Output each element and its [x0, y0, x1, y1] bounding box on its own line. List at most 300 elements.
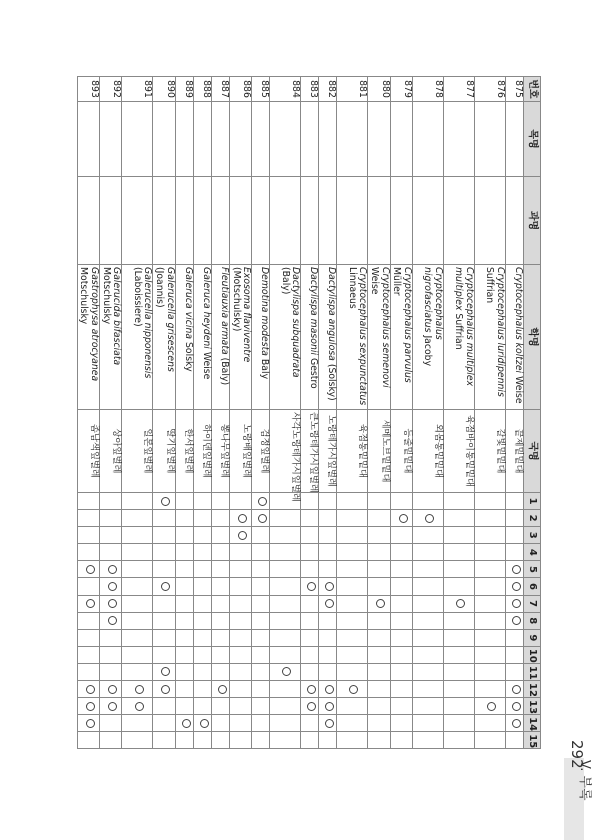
site-cell-7 [153, 595, 175, 612]
site-cell-4 [444, 544, 475, 561]
row-number: 888 [193, 77, 211, 102]
site-cell-15 [229, 732, 251, 749]
scientific-name: Cryptocephalus multiplex multiplex [453, 267, 475, 387]
site-cell-2 [100, 510, 122, 527]
table-row [319, 77, 337, 749]
table-row [506, 77, 524, 749]
scientific-name-cell [229, 265, 251, 410]
site-cell-10 [175, 646, 193, 663]
presence-mark [161, 497, 170, 506]
site-cell-5 [100, 561, 122, 578]
scientific-name-cell [252, 265, 270, 410]
author-name: Weise [368, 267, 380, 295]
site-cell-10 [319, 646, 337, 663]
column-header: 14 [524, 715, 541, 732]
table-row [252, 77, 270, 749]
site-cell-3 [368, 527, 390, 544]
site-cell-10 [368, 646, 390, 663]
site-cell-1 [122, 493, 153, 510]
site-cell-3 [475, 527, 506, 544]
presence-mark [307, 582, 316, 591]
author-name: Suffrian [453, 310, 465, 350]
site-cell-5 [368, 561, 390, 578]
site-cell-15 [301, 732, 319, 749]
presence-mark [108, 565, 117, 574]
table-body [77, 77, 523, 749]
row-number: 875 [506, 77, 524, 102]
site-cell-10 [506, 646, 524, 663]
site-cell-15 [270, 732, 301, 749]
site-cell-7 [444, 595, 475, 612]
presence-mark [325, 685, 334, 694]
presence-mark [456, 599, 465, 608]
scientific-name: Exosoma flaviventre [241, 267, 253, 363]
korean-name-cell: 갈빛밑밑대 [475, 410, 506, 493]
family-cell [100, 177, 122, 265]
site-cell-4 [229, 544, 251, 561]
site-cell-4 [153, 544, 175, 561]
site-cell-5 [390, 561, 412, 578]
site-cell-12 [390, 681, 412, 698]
table-row [413, 77, 444, 749]
korean-name-cell: 육점바이통밑밑대 [444, 410, 475, 493]
site-cell-8 [175, 612, 193, 629]
site-cell-14 [211, 715, 229, 732]
scientific-name-cell [301, 265, 319, 410]
site-cell-6 [211, 578, 229, 595]
site-cell-11 [211, 663, 229, 680]
site-cell-14 [319, 715, 337, 732]
order-cell [252, 102, 270, 177]
table-row [211, 77, 229, 749]
column-header: 10 [524, 646, 541, 663]
site-cell-3 [211, 527, 229, 544]
presence-mark [86, 565, 95, 574]
scientific-name-cell [444, 265, 475, 410]
site-cell-4 [175, 544, 193, 561]
site-cell-7 [252, 595, 270, 612]
site-cell-6 [175, 578, 193, 595]
site-cell-7 [77, 595, 99, 612]
row-number: 893 [77, 77, 99, 102]
site-cell-10 [270, 646, 301, 663]
table-row [229, 77, 251, 749]
family-cell [319, 177, 337, 265]
presence-mark [487, 702, 496, 711]
site-cell-1 [475, 493, 506, 510]
scientific-name: Dactylispa subquadrata [290, 267, 302, 378]
site-cell-14 [77, 715, 99, 732]
site-cell-6 [100, 578, 122, 595]
site-cell-3 [77, 527, 99, 544]
site-cell-15 [413, 732, 444, 749]
site-cell-9 [319, 629, 337, 646]
site-cell-1 [319, 493, 337, 510]
site-cell-14 [193, 715, 211, 732]
author-name: Weise [200, 348, 212, 380]
site-cell-14 [475, 715, 506, 732]
author-name: Weise [513, 373, 524, 404]
site-cell-2 [444, 510, 475, 527]
order-cell [77, 102, 99, 177]
site-cell-1 [337, 493, 368, 510]
site-cell-7 [175, 595, 193, 612]
column-header: 11 [524, 663, 541, 680]
site-cell-3 [175, 527, 193, 544]
site-cell-8 [301, 612, 319, 629]
site-cell-6 [337, 578, 368, 595]
site-cell-13 [252, 698, 270, 715]
site-cell-3 [193, 527, 211, 544]
section-header: V. 부록 [577, 760, 592, 801]
family-cell [122, 177, 153, 265]
site-cell-11 [153, 663, 175, 680]
site-cell-8 [390, 612, 412, 629]
presence-mark [86, 685, 95, 694]
family-cell [270, 177, 301, 265]
site-cell-12 [444, 681, 475, 698]
site-cell-5 [506, 561, 524, 578]
order-cell [100, 102, 122, 177]
korean-name-cell: 뽕나무잎벌레 [211, 410, 229, 493]
table-row [77, 77, 99, 749]
site-cell-1 [390, 493, 412, 510]
site-cell-9 [229, 629, 251, 646]
site-cell-15 [337, 732, 368, 749]
site-cell-13 [100, 698, 122, 715]
site-cell-7 [390, 595, 412, 612]
site-cell-11 [77, 663, 99, 680]
row-number: 882 [319, 77, 337, 102]
presence-mark [108, 582, 117, 591]
site-cell-13 [368, 698, 390, 715]
site-cell-8 [270, 612, 301, 629]
site-cell-6 [368, 578, 390, 595]
site-cell-10 [390, 646, 412, 663]
column-header: 15 [524, 732, 541, 749]
site-cell-2 [337, 510, 368, 527]
korean-name-cell: 한서잎벌레 [175, 410, 193, 493]
site-cell-14 [301, 715, 319, 732]
site-cell-11 [100, 663, 122, 680]
site-cell-1 [368, 493, 390, 510]
scientific-name-cell [270, 265, 301, 410]
site-cell-5 [337, 561, 368, 578]
site-cell-10 [211, 646, 229, 663]
author-name: Motschulsky [78, 267, 90, 325]
site-cell-7 [368, 595, 390, 612]
order-cell [270, 102, 301, 177]
presence-mark [86, 719, 95, 728]
site-cell-1 [229, 493, 251, 510]
site-cell-11 [368, 663, 390, 680]
site-cell-1 [506, 493, 524, 510]
korean-name-cell: 딸기잎벌레 [153, 410, 175, 493]
site-cell-8 [475, 612, 506, 629]
site-cell-13 [229, 698, 251, 715]
site-cell-3 [100, 527, 122, 544]
site-cell-3 [153, 527, 175, 544]
column-header: 6 [524, 578, 541, 595]
site-cell-13 [337, 698, 368, 715]
scientific-name-cell [122, 265, 153, 410]
row-number: 881 [337, 77, 368, 102]
site-cell-5 [475, 561, 506, 578]
scientific-name: Galeruca heydeni [200, 267, 212, 349]
site-cell-9 [100, 629, 122, 646]
presence-mark [135, 702, 144, 711]
family-cell [475, 177, 506, 265]
site-cell-11 [506, 663, 524, 680]
site-cell-10 [475, 646, 506, 663]
site-cell-12 [77, 681, 99, 698]
site-cell-9 [301, 629, 319, 646]
scientific-name: Cryptocephalus nigrofasciatus [422, 267, 444, 340]
row-number: 887 [211, 77, 229, 102]
site-cell-10 [77, 646, 99, 663]
column-header: 국명 [524, 410, 541, 493]
korean-name-cell: 세메노브밑밑대 [368, 410, 390, 493]
site-cell-9 [444, 629, 475, 646]
scientific-name-cell [506, 265, 524, 410]
column-header: 과명 [524, 177, 541, 265]
site-cell-14 [368, 715, 390, 732]
site-cell-5 [444, 561, 475, 578]
site-cell-4 [506, 544, 524, 561]
site-cell-4 [368, 544, 390, 561]
site-cell-2 [252, 510, 270, 527]
site-cell-9 [413, 629, 444, 646]
site-cell-12 [506, 681, 524, 698]
site-cell-10 [122, 646, 153, 663]
column-header: 13 [524, 698, 541, 715]
author-name: Müller [391, 267, 403, 296]
site-cell-4 [193, 544, 211, 561]
site-cell-8 [506, 612, 524, 629]
site-cell-8 [77, 612, 99, 629]
scientific-name-cell [475, 265, 506, 410]
site-cell-4 [319, 544, 337, 561]
author-name: Motschulsky [100, 267, 112, 325]
table-row [153, 77, 175, 749]
site-cell-14 [390, 715, 412, 732]
site-cell-11 [444, 663, 475, 680]
site-cell-4 [390, 544, 412, 561]
site-cell-8 [368, 612, 390, 629]
site-cell-5 [122, 561, 153, 578]
site-cell-2 [390, 510, 412, 527]
author-name: (Baly) [279, 267, 291, 295]
presence-mark [325, 702, 334, 711]
row-number: 879 [390, 77, 412, 102]
site-cell-5 [413, 561, 444, 578]
site-cell-10 [153, 646, 175, 663]
presence-mark [238, 531, 247, 540]
site-cell-14 [100, 715, 122, 732]
site-cell-7 [193, 595, 211, 612]
site-cell-8 [229, 612, 251, 629]
row-number: 884 [270, 77, 301, 102]
site-cell-13 [211, 698, 229, 715]
site-cell-2 [77, 510, 99, 527]
presence-mark [350, 685, 359, 694]
site-cell-12 [193, 681, 211, 698]
site-cell-3 [319, 527, 337, 544]
site-cell-1 [175, 493, 193, 510]
row-number: 890 [153, 77, 175, 102]
column-header: 2 [524, 510, 541, 527]
korean-name-cell: 검정잎벌레 [252, 410, 270, 493]
scientific-name: Demotina modesta [259, 267, 271, 356]
site-cell-14 [337, 715, 368, 732]
site-cell-12 [475, 681, 506, 698]
column-header: 번호 [524, 77, 541, 102]
author-name: (Solsky) [326, 360, 338, 401]
site-cell-1 [211, 493, 229, 510]
site-cell-15 [506, 732, 524, 749]
site-cell-5 [270, 561, 301, 578]
site-cell-13 [475, 698, 506, 715]
site-cell-1 [193, 493, 211, 510]
family-cell [337, 177, 368, 265]
site-cell-7 [270, 595, 301, 612]
author-name: Jacoby [422, 332, 434, 367]
site-cell-14 [270, 715, 301, 732]
site-cell-15 [368, 732, 390, 749]
row-number: 877 [444, 77, 475, 102]
author-name: (Motschulsky) [230, 267, 242, 332]
site-cell-2 [153, 510, 175, 527]
site-cell-12 [252, 681, 270, 698]
site-cell-7 [319, 595, 337, 612]
column-header: 8 [524, 612, 541, 629]
column-header: 12 [524, 681, 541, 698]
site-cell-8 [122, 612, 153, 629]
family-cell [390, 177, 412, 265]
author-name: Baly [259, 355, 271, 380]
site-cell-13 [122, 698, 153, 715]
site-cell-15 [122, 732, 153, 749]
site-cell-15 [193, 732, 211, 749]
scientific-name-cell [153, 265, 175, 410]
site-cell-1 [252, 493, 270, 510]
site-cell-13 [153, 698, 175, 715]
table-row [100, 77, 122, 749]
table-row [444, 77, 475, 749]
presence-mark [399, 514, 408, 523]
site-cell-6 [475, 578, 506, 595]
site-cell-12 [270, 681, 301, 698]
presence-mark [161, 582, 170, 591]
site-cell-2 [193, 510, 211, 527]
column-header: 학명 [524, 265, 541, 410]
column-header: 5 [524, 561, 541, 578]
site-cell-4 [475, 544, 506, 561]
site-cell-11 [301, 663, 319, 680]
scientific-name: Cryptocephalus koltzei [513, 267, 524, 374]
page-number: 292 [568, 740, 586, 769]
site-cell-3 [122, 527, 153, 544]
presence-mark [512, 702, 521, 711]
site-cell-15 [319, 732, 337, 749]
site-cell-12 [211, 681, 229, 698]
scientific-name: Galerucella nipponensis [142, 267, 154, 379]
site-cell-15 [444, 732, 475, 749]
scientific-name: Dactylispa angulosa [326, 267, 338, 361]
site-cell-6 [444, 578, 475, 595]
site-cell-6 [301, 578, 319, 595]
site-cell-15 [100, 732, 122, 749]
site-cell-12 [301, 681, 319, 698]
site-cell-13 [413, 698, 444, 715]
family-cell [444, 177, 475, 265]
korean-name-cell: 일본잎벌레 [122, 410, 153, 493]
presence-mark [200, 719, 209, 728]
site-cell-13 [193, 698, 211, 715]
site-cell-2 [211, 510, 229, 527]
korean-name-cell: 육점통밑밑대 [337, 410, 368, 493]
order-cell [211, 102, 229, 177]
site-cell-6 [319, 578, 337, 595]
korean-name-cell: 외몸통밑밑대 [413, 410, 444, 493]
site-cell-9 [252, 629, 270, 646]
site-cell-1 [100, 493, 122, 510]
site-cell-9 [153, 629, 175, 646]
site-cell-6 [390, 578, 412, 595]
table-row [475, 77, 506, 749]
table-row [337, 77, 368, 749]
scientific-name-cell [337, 265, 368, 410]
order-cell [153, 102, 175, 177]
site-cell-5 [153, 561, 175, 578]
site-cell-1 [413, 493, 444, 510]
presence-mark [161, 667, 170, 676]
site-cell-12 [319, 681, 337, 698]
site-cell-9 [337, 629, 368, 646]
site-cell-5 [193, 561, 211, 578]
family-cell [153, 177, 175, 265]
site-cell-9 [211, 629, 229, 646]
order-cell [390, 102, 412, 177]
column-header: 7 [524, 595, 541, 612]
site-cell-15 [175, 732, 193, 749]
site-cell-8 [319, 612, 337, 629]
order-cell [301, 102, 319, 177]
site-cell-14 [229, 715, 251, 732]
site-cell-11 [413, 663, 444, 680]
site-cell-9 [122, 629, 153, 646]
site-cell-4 [77, 544, 99, 561]
scientific-name: Cryptocephalus luridipennis [495, 267, 506, 397]
site-cell-11 [319, 663, 337, 680]
family-cell [252, 177, 270, 265]
site-cell-5 [229, 561, 251, 578]
site-cell-7 [475, 595, 506, 612]
presence-mark [512, 719, 521, 728]
site-cell-8 [444, 612, 475, 629]
site-cell-13 [77, 698, 99, 715]
site-cell-3 [506, 527, 524, 544]
site-cell-3 [390, 527, 412, 544]
presence-mark [376, 599, 385, 608]
scientific-name-cell [77, 265, 99, 410]
site-cell-6 [252, 578, 270, 595]
row-number: 885 [252, 77, 270, 102]
site-cell-6 [413, 578, 444, 595]
site-cell-4 [270, 544, 301, 561]
site-cell-7 [100, 595, 122, 612]
korean-name-cell: 등줄밑밑대 [390, 410, 412, 493]
